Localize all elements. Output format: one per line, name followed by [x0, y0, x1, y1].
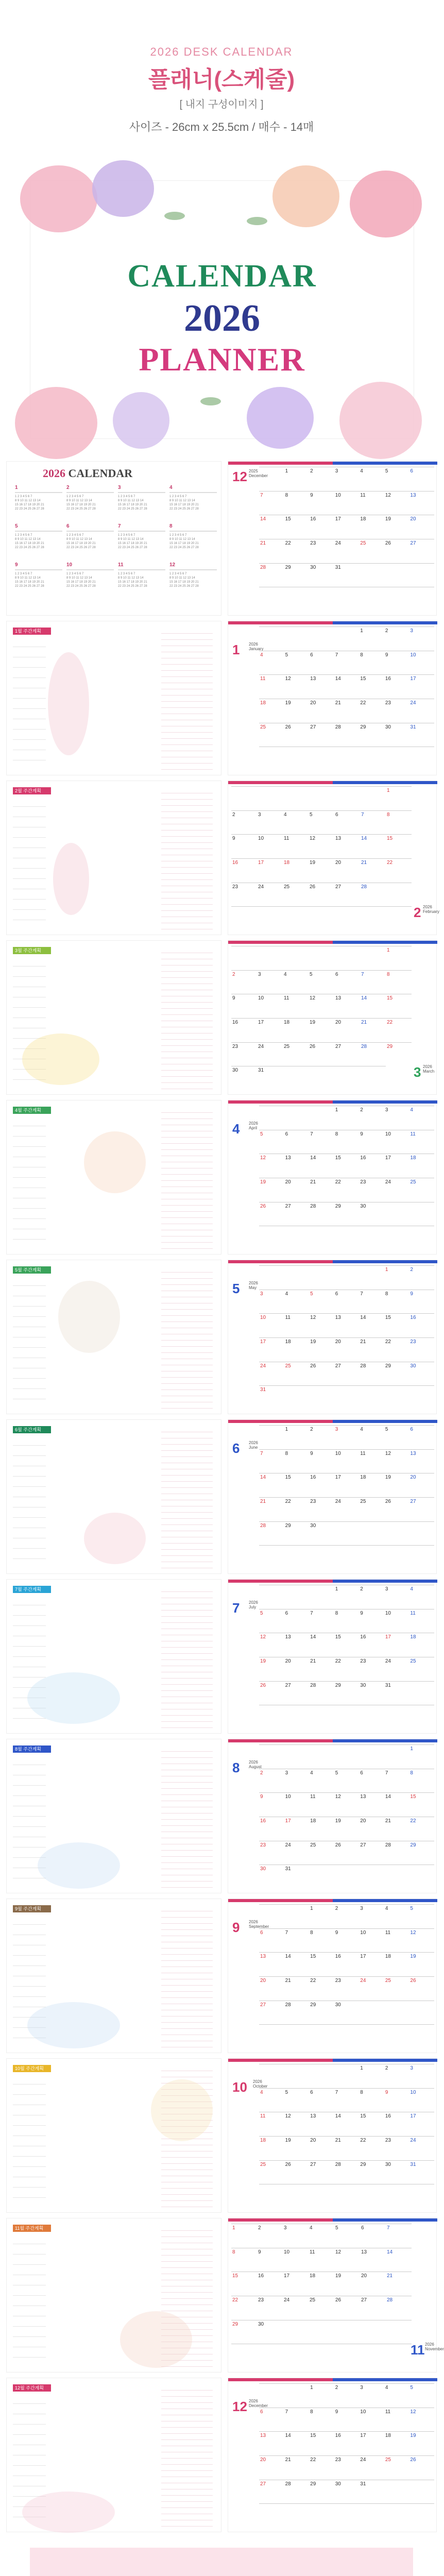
mini-month-number: 10 — [66, 562, 73, 568]
weekly-plan-page — [6, 1100, 221, 1255]
mini-month-12: 12 1 2 3 4 5 6 7 8 9 10 11 12 13 14 15 16 17 18 19 20 21 22 23 24 25 26 27 28 — [169, 562, 217, 593]
mini-month-5: 5 1 2 3 4 5 6 7 8 9 10 11 12 13 14 15 16 17 18 19 20 21 22 23 24 25 26 27 28 — [15, 523, 62, 554]
calendar-grid: 1 2 3 4 5 6 7 8 9 10 11 12 13 14 15 16 17 18 19 20 21 22 23 24 25 26 27 28 29 30 31 — [259, 2383, 434, 2528]
calendar-year-label: 2026 March — [423, 1064, 435, 1074]
calendar-top-bar — [228, 621, 437, 624]
calendar-year-label: 2026 February — [423, 905, 440, 914]
out-of-office-banner — [30, 2548, 413, 2576]
calendar-grid: 1 2 3 4 5 6 7 8 9 10 11 12 13 14 15 16 17 18 19 20 21 22 23 24 25 26 27 28 29 30 — [259, 1425, 434, 1569]
cover-calendar-text: CALENDAR — [127, 259, 317, 294]
mini-month-number: 5 — [15, 523, 18, 529]
plan-grid-lines — [161, 628, 213, 770]
month-calendar-page — [228, 781, 440, 935]
plan-grid-lines — [161, 1905, 213, 2047]
page-row-10 — [6, 1899, 437, 2053]
month-calendar-page — [228, 461, 437, 616]
product-note: [ 내지 구성이미지 ] — [179, 99, 264, 110]
plan-grid-lines — [161, 947, 213, 1089]
flower-decoration — [15, 387, 97, 459]
mini-month-number: 8 — [169, 523, 173, 529]
plan-grid-lines — [161, 1266, 213, 1409]
calendar-month-number: 12 — [232, 2399, 247, 2414]
page-row-13 — [6, 2378, 437, 2532]
plan-header: 5월 주간계획 — [13, 1266, 51, 1274]
flower-decoration — [20, 165, 97, 232]
plan-days — [13, 1435, 46, 1564]
calendar-year-label: 2026 May — [249, 1281, 258, 1290]
product-header — [0, 0, 443, 149]
plan-header: 2월 주간계획 — [13, 787, 51, 794]
calendar-year-label: 2026 July — [249, 1600, 258, 1609]
calendar-grid: 1 2 3 4 5 6 7 8 9 10 11 12 13 14 15 16 17 18 19 20 21 22 23 24 25 26 27 28 — [231, 786, 412, 930]
product-size: 사이즈 - 26cm x 25.5cm / 매수 - 14매 — [129, 121, 314, 133]
mini-month-number: 2 — [66, 485, 70, 490]
plan-grid-lines — [161, 787, 213, 929]
plan-header: 6월 주간계획 — [13, 1426, 51, 1433]
calendar-month-number: 12 — [232, 469, 247, 484]
flower-decoration — [151, 2079, 213, 2141]
calendar-month-number: 2 — [414, 905, 421, 920]
flower-decoration — [58, 1281, 120, 1353]
page-row-3 — [6, 781, 440, 935]
product-subtitle: 2026 DESK CALENDAR — [150, 45, 293, 58]
page-row-8 — [6, 1579, 437, 1734]
plan-list-lines — [84, 2065, 146, 2207]
plan-days — [13, 1276, 46, 1404]
weekly-plan-page — [6, 1899, 221, 2053]
plan-grid-lines — [161, 1745, 213, 1888]
plan-header: 7월 주간계획 — [13, 1586, 51, 1593]
leaf-decoration — [164, 212, 185, 220]
calendar-month-number: 5 — [232, 1281, 240, 1296]
mini-month-9: 9 1 2 3 4 5 6 7 8 9 10 11 12 13 14 15 16 17 18 19 20 21 22 23 24 25 26 27 28 — [15, 562, 62, 593]
page-row-1 — [6, 461, 437, 616]
calendar-top-bar — [228, 1580, 437, 1583]
calendar-year-label: 2026 November — [425, 2342, 444, 2351]
calendar-top-bar — [228, 1100, 437, 1104]
mini-month-number: 6 — [66, 523, 70, 529]
calendar-year-label: 2025 December — [249, 469, 268, 478]
calendar-year-label: 2026 January — [249, 642, 264, 651]
calendar-grid: 1 2 3 4 5 6 7 8 9 10 11 12 13 14 15 16 17 18 19 20 21 22 23 24 25 26 27 28 29 30 31 — [259, 2064, 434, 2208]
calendar-top-bar — [228, 462, 437, 465]
plan-days — [13, 2074, 46, 2203]
calendar-top-bar — [228, 1260, 437, 1263]
plan-header: 8월 주간계획 — [13, 1745, 51, 1753]
mini-month-10: 10 1 2 3 4 5 6 7 8 9 10 11 12 13 14 15 16 17 18 19 20 21 22 23 24 25 26 27 28 — [66, 562, 114, 593]
month-calendar-page — [228, 2058, 437, 2213]
page-row-4 — [6, 940, 437, 1095]
weekly-plan-page — [6, 940, 221, 1095]
weekly-plan-page — [6, 2378, 221, 2532]
calendar-month-number: 10 — [232, 2079, 247, 2095]
mini-month-number: 11 — [118, 562, 124, 568]
flower-decoration — [84, 1513, 146, 1564]
plan-header: 10월 주간계획 — [13, 2065, 51, 2072]
calendar-grid: 1 2 3 4 5 6 7 8 9 10 11 12 13 14 15 16 17 18 19 20 21 22 23 24 25 26 27 28 29 30 — [259, 1106, 434, 1250]
calendar-month-number: 6 — [232, 1440, 240, 1456]
weekly-plan-page — [6, 2058, 221, 2213]
month-calendar-page — [228, 1739, 437, 1893]
flower-decoration — [27, 1672, 120, 1724]
flower-decoration — [272, 165, 339, 227]
flower-decoration — [22, 2492, 115, 2533]
page-row-6 — [6, 1260, 437, 1414]
calendar-month-number: 7 — [232, 1600, 240, 1616]
weekly-plan-page — [6, 1260, 221, 1414]
page-row-11 — [6, 2058, 437, 2213]
calendar-grid: 1 2 3 4 5 6 7 8 9 10 11 12 13 14 15 16 17 18 19 20 21 22 23 24 25 26 27 28 29 30 — [231, 2224, 412, 2368]
month-calendar-page — [228, 1100, 437, 1255]
calendar-grid: 1 2 3 4 5 6 7 8 9 10 11 12 13 14 15 16 17 18 19 20 21 22 23 24 25 26 27 28 29 30 31 — [259, 626, 434, 771]
product-title: 플래너(스케줄) — [148, 67, 295, 92]
plan-days — [13, 637, 46, 766]
month-calendar-page — [228, 1419, 437, 1574]
calendar-year-label: 2026 December — [249, 2399, 268, 2408]
month-calendar-page — [228, 621, 437, 775]
plan-list-lines — [84, 628, 146, 770]
flower-decoration — [27, 2002, 120, 2048]
calendar-year-label: 2026 September — [249, 1920, 269, 1929]
year-overview-page — [6, 461, 221, 616]
calendar-grid: 1 2 3 4 5 6 7 8 9 10 11 12 13 14 15 16 17 18 19 20 21 22 23 24 25 26 27 28 29 30 31 — [259, 467, 434, 611]
mini-month-2: 2 1 2 3 4 5 6 7 8 9 10 11 12 13 14 15 16 17 18 19 20 21 22 23 24 25 26 27 28 — [66, 485, 114, 516]
page-row-7 — [6, 1419, 437, 1574]
plan-header: 11월 주간계획 — [13, 2225, 51, 2232]
page-row-9 — [6, 1739, 437, 1893]
plan-list-lines — [84, 787, 146, 929]
flower-decoration — [84, 1131, 146, 1193]
year-number: 2026 — [43, 467, 65, 480]
mini-month-3: 3 1 2 3 4 5 6 7 8 9 10 11 12 13 14 15 16 17 18 19 20 21 22 23 24 25 26 27 28 — [118, 485, 165, 516]
calendar-top-bar — [228, 1899, 437, 1902]
month-calendar-page — [228, 2218, 444, 2372]
month-calendar-page — [228, 2378, 437, 2532]
calendar-month-number: 1 — [232, 642, 240, 657]
mini-month-11: 11 1 2 3 4 5 6 7 8 9 10 11 12 13 14 15 16 17 18 19 20 21 22 23 24 25 26 27 28 — [118, 562, 165, 593]
calendar-year-label: 2026 August — [249, 1760, 262, 1769]
calendar-top-bar — [228, 2378, 437, 2381]
flower-decoration — [350, 171, 422, 238]
mini-month-4: 4 1 2 3 4 5 6 7 8 9 10 11 12 13 14 15 16 17 18 19 20 21 22 23 24 25 26 27 28 — [169, 485, 217, 516]
mini-month-7: 7 1 2 3 4 5 6 7 8 9 10 11 12 13 14 15 16 17 18 19 20 21 22 23 24 25 26 27 28 — [118, 523, 165, 554]
calendar-month-number: 11 — [411, 2342, 425, 2358]
weekly-plan-page — [6, 1739, 221, 1893]
calendar-top-bar — [228, 781, 437, 784]
month-calendar-page — [228, 1260, 437, 1414]
month-calendar-page — [228, 1579, 437, 1734]
mini-month-number: 12 — [169, 562, 176, 568]
plan-days — [13, 2234, 46, 2363]
plan-grid-lines — [161, 1586, 213, 1728]
plan-header: 12월 주간계획 — [13, 2384, 51, 2392]
calendar-top-bar — [228, 1739, 437, 1742]
mini-month-number: 3 — [118, 485, 121, 490]
mini-month-number: 1 — [15, 485, 18, 490]
cover-planner-text: PLANNER — [139, 341, 305, 378]
calendar-month-number: 3 — [414, 1064, 421, 1080]
calendar-year-label: 2026 October — [253, 2079, 268, 2089]
calendar-top-bar — [228, 2218, 437, 2222]
page-row-2 — [6, 621, 437, 775]
plan-days — [13, 1116, 46, 1245]
calendar-top-bar — [228, 1420, 437, 1423]
flower-decoration — [53, 843, 89, 915]
flower-decoration — [38, 1842, 120, 1889]
plan-header: 1월 주간계획 — [13, 628, 51, 635]
flower-decoration — [339, 382, 422, 459]
calendar-grid: 1 2 3 4 5 6 7 8 9 10 11 12 13 14 15 16 17 18 19 20 21 22 23 24 25 26 27 28 29 30 31 — [259, 1585, 434, 1729]
flower-decoration — [92, 160, 154, 217]
mini-month-1: 1 1 2 3 4 5 6 7 8 9 10 11 12 13 14 15 16 17 18 19 20 21 22 23 24 25 26 27 28 — [15, 485, 62, 516]
flower-decoration — [247, 387, 314, 449]
plan-grid-lines — [161, 1426, 213, 1568]
mini-month-6: 6 1 2 3 4 5 6 7 8 9 10 11 12 13 14 15 16 17 18 19 20 21 22 23 24 25 26 27 28 — [66, 523, 114, 554]
flower-decoration — [113, 392, 169, 449]
calendar-top-bar — [228, 2059, 437, 2062]
weekly-plan-page — [6, 1579, 221, 1734]
flower-decoration — [22, 1033, 99, 1085]
calendar-year-label: 2026 April — [249, 1121, 258, 1130]
plan-grid-lines — [161, 2384, 213, 2527]
calendar-top-bar — [228, 941, 437, 944]
mini-month-8: 8 1 2 3 4 5 6 7 8 9 10 11 12 13 14 15 16 17 18 19 20 21 22 23 24 25 26 27 28 — [169, 523, 217, 554]
leaf-decoration — [247, 217, 267, 225]
calendar-grid: 1 2 3 4 5 6 7 8 9 10 11 12 13 14 15 16 17 18 19 20 21 22 23 24 25 26 27 28 29 30 — [259, 1904, 434, 2048]
mini-month-number: 9 — [15, 562, 18, 568]
month-calendar-page — [228, 1899, 437, 2053]
weekly-plan-page — [6, 2218, 221, 2372]
plan-header: 9월 주간계획 — [13, 1905, 51, 1912]
calendar-month-number: 8 — [232, 1760, 240, 1775]
cover-page — [30, 180, 414, 439]
cover-year-text: 2026 — [184, 297, 260, 340]
calendar-grid: 1 2 3 4 5 6 7 8 9 10 11 12 13 14 15 16 17 18 19 20 21 22 23 24 25 26 27 28 29 30 31 — [259, 1744, 434, 1889]
calendar-month-number: 4 — [232, 1121, 240, 1137]
plan-days — [13, 796, 46, 925]
flower-decoration — [48, 652, 89, 755]
year-label: CALENDAR — [68, 467, 133, 480]
year-overview-title — [43, 467, 132, 480]
flower-decoration — [120, 2311, 192, 2368]
weekly-plan-page — [6, 621, 221, 775]
plan-header: 4월 주간계획 — [13, 1107, 51, 1114]
page-row-5 — [6, 1100, 437, 1255]
calendar-grid: 1 2 3 4 5 6 7 8 9 10 11 12 13 14 15 16 17 18 19 20 21 22 23 24 25 26 27 28 29 30 31 — [259, 1265, 434, 1410]
page-row-12 — [6, 2218, 444, 2372]
plan-header: 3월 주간계획 — [13, 947, 51, 954]
mini-month-number: 7 — [118, 523, 121, 529]
plan-grid-lines — [161, 1107, 213, 1249]
calendar-grid: 1 2 3 4 5 6 7 8 9 10 11 12 13 14 15 16 17 18 19 20 21 22 23 24 25 26 27 28 29 30 31 — [231, 946, 412, 1090]
calendar-month-number: 9 — [232, 1920, 240, 1935]
mini-month-number: 4 — [169, 485, 173, 490]
leaf-decoration — [200, 397, 221, 405]
weekly-plan-page — [6, 1419, 221, 1574]
month-calendar-page — [228, 940, 437, 1095]
calendar-year-label: 2026 June — [249, 1440, 258, 1450]
weekly-plan-page — [6, 781, 221, 935]
